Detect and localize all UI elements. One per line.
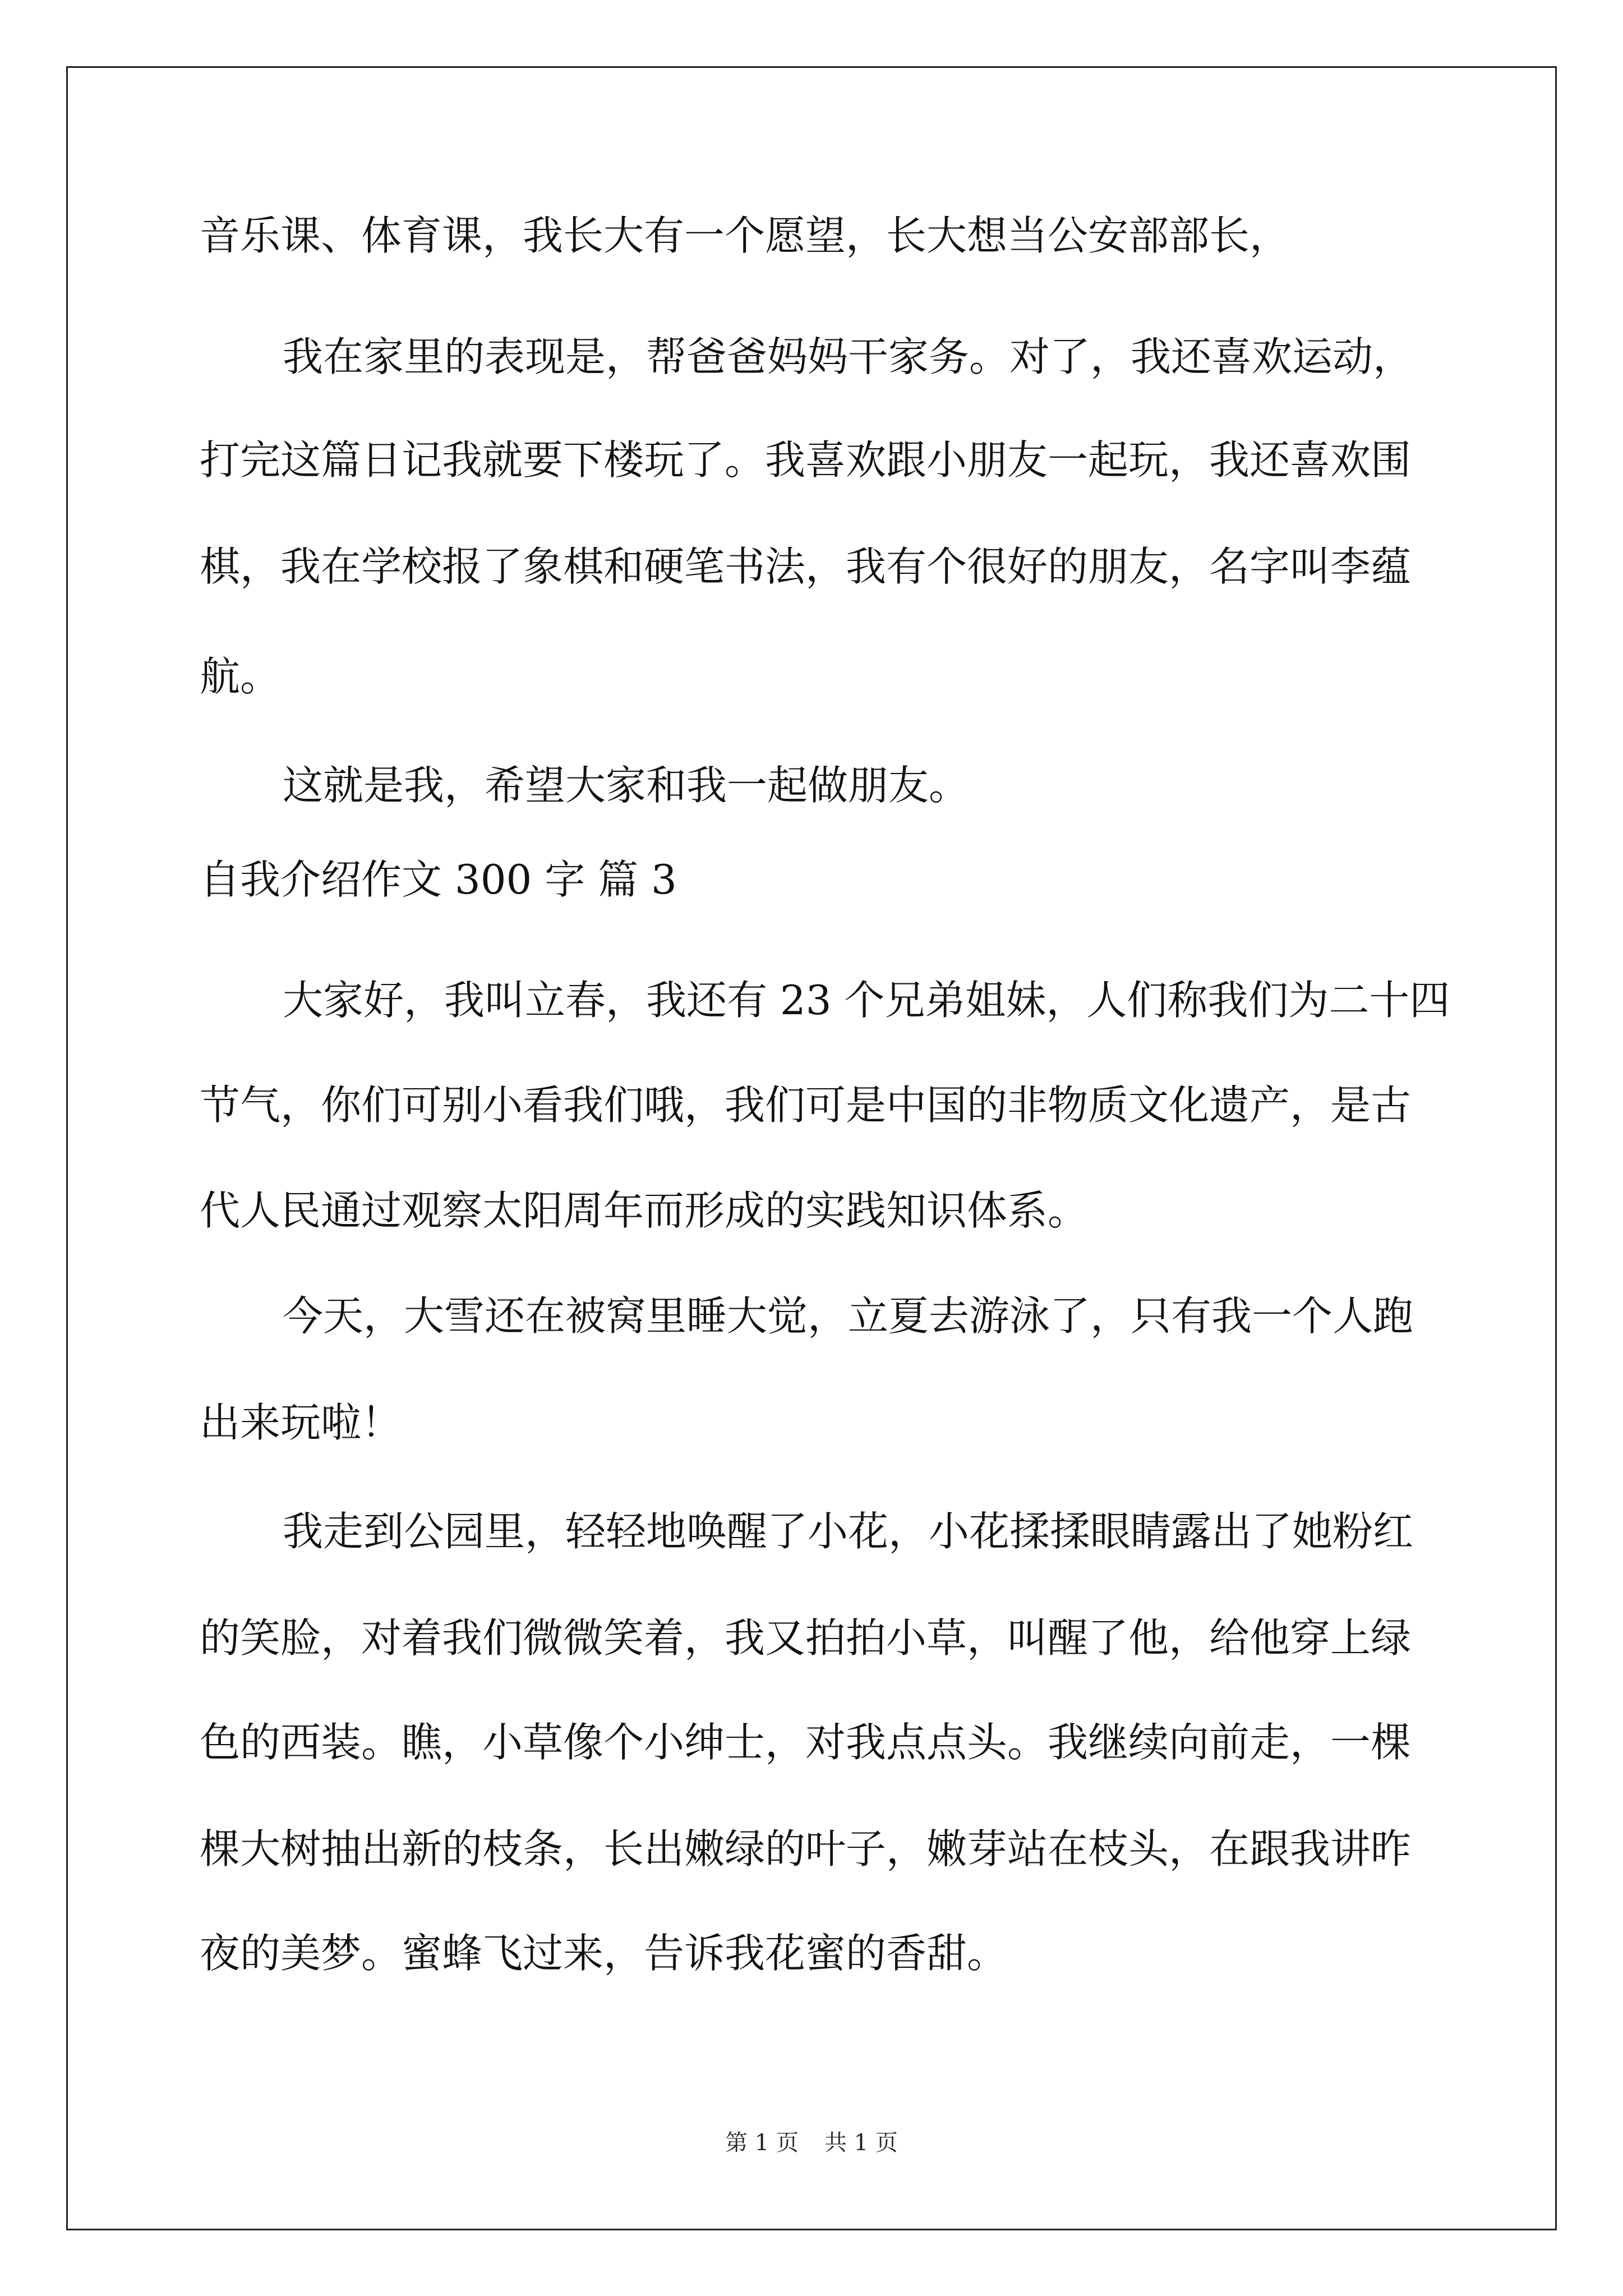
page-border [66, 66, 1557, 2230]
text-line: 节气，你们可别小看我们哦，我们可是中国的非物质文化遗产，是古 [200, 1082, 1412, 1129]
text-line: 夜的美梦。蜜蜂飞过来，告诉我花蜜的香甜。 [200, 1930, 1008, 1977]
text-line: 的笑脸，对着我们微微笑着，我又拍拍小草，叫醒了他，给他穿上绿 [200, 1614, 1412, 1662]
text-line: 航。 [200, 653, 281, 700]
paragraph-start: 我走到公园里，轻轻地唤醒了小花，小花揉揉眼睛露出了她粉红 [283, 1508, 1414, 1555]
text-line: 代人民通过观察太阳周年而形成的实践知识体系。 [200, 1187, 1089, 1234]
text-line: 色的西装。瞧，小草像个小绅士，对我点点头。我继续向前走，一棵 [200, 1719, 1412, 1766]
page-number: 第 1 页 [725, 2130, 799, 2156]
paragraph-start: 我在家里的表现是，帮爸爸妈妈干家务。对了，我还喜欢运动， [283, 333, 1414, 380]
paragraph-start: 大家好，我叫立春，我还有 23 个兄弟姐妹，人们称我们为二十四 [283, 977, 1450, 1024]
text-line: 棋，我在学校报了象棋和硬笔书法，我有个很好的朋友，名字叫李蕴 [200, 543, 1412, 590]
text-line: 打完这篇日记我就要下楼玩了。我喜欢跟小朋友一起玩，我还喜欢围 [200, 436, 1412, 484]
text-line: 音乐课、体育课，我长大有一个愿望，长大想当公安部部长， [200, 212, 1290, 259]
section-heading: 自我介绍作文 300 字 篇 3 [200, 856, 677, 903]
text-line: 出来玩啦！ [200, 1399, 402, 1446]
page-total: 共 1 页 [824, 2130, 898, 2156]
text-line: 棵大树抽出新的枝条，长出嫩绿的叶子，嫩芽站在枝头，在跟我讲昨 [200, 1825, 1412, 1872]
paragraph-start: 今天，大雪还在被窝里睡大觉，立夏去游泳了，只有我一个人跑 [283, 1292, 1414, 1340]
paragraph-start: 这就是我，希望大家和我一起做朋友。 [283, 762, 970, 809]
page-footer [0, 2127, 1623, 2159]
